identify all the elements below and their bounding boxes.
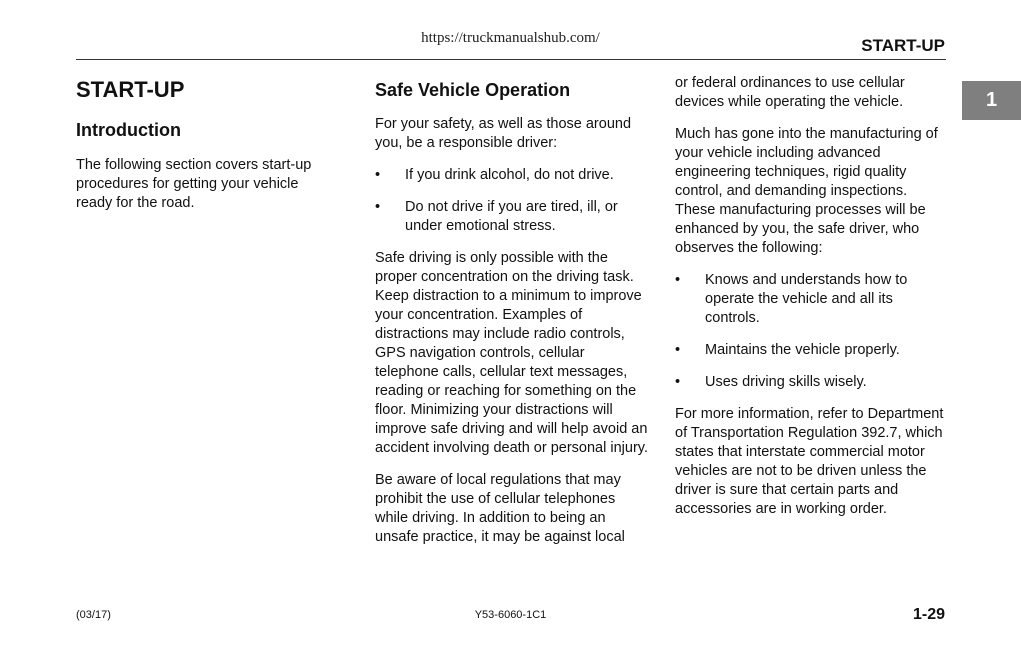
- list-item: [675, 373, 950, 392]
- list-item: [675, 341, 950, 360]
- column-1: [76, 74, 338, 226]
- paragraph: Safe driving is only possible with the proper concentration on the driving task. Keep distraction to a minimum to improve your concentration. Examples of distractions may include radio controls, GPS navigation controls, cellular telephone calls, cellular text messages, reading or reaching for something on the floor. Minimizing your distractions will improve safe driving and will help avoid an accident involving death or personal injury.: [375, 250, 648, 456]
- paragraph: Much has gone into the manufacturing of your vehicle including advanced engineering techniques, rigid quality control, and demanding inspections. These manufacturing processes will be enhanced by you, the safe driver, who observes the following:: [675, 126, 938, 256]
- list-item: [375, 198, 650, 236]
- bullet-icon: •: [375, 167, 381, 183]
- section-heading-introduction: Introduction: [76, 120, 181, 140]
- bullet-icon: •: [375, 199, 381, 215]
- header-rule: [76, 59, 946, 60]
- section-heading-safe-vehicle-operation: Safe Vehicle Operation: [375, 80, 571, 100]
- column-3: [675, 74, 950, 532]
- footer-doc-code: Y53-6060-1C1: [474, 609, 547, 621]
- bullet-icon: •: [675, 374, 681, 390]
- source-url[interactable]: https://truckmanualshub.com/: [421, 30, 600, 46]
- paragraph: or federal ordinances to use cellular devices while operating the vehicle.: [675, 75, 905, 110]
- footer-date: (03/17): [76, 609, 111, 621]
- bullet-list: [675, 271, 950, 392]
- list-item: [375, 166, 650, 185]
- paragraph: For more information, refer to Department of Transportation Regulation 392.7, which states that interstate commercial motor vehicles are not to be driven unless the driver is sure that certain parts and accessories are in working order.: [675, 406, 944, 517]
- column-2: [375, 74, 650, 560]
- list-item-text: Uses driving skills wisely.: [705, 374, 867, 390]
- paragraph: For your safety, as well as those around you, be a responsible driver:: [375, 116, 632, 151]
- paragraph: Be aware of local regulations that may prohibit the use of cellular telephones while driving. In addition to being an unsafe practice, it may be against local: [375, 472, 625, 545]
- list-item-text: Maintains the vehicle properly.: [705, 342, 900, 358]
- list-item-text: Do not drive if you are tired, ill, or under emotional stress.: [405, 199, 618, 234]
- bullet-list: [375, 166, 650, 236]
- page-title: START-UP: [76, 77, 185, 102]
- page-number: 1-29: [912, 606, 945, 623]
- list-item: [675, 271, 950, 328]
- chapter-tab: 1: [962, 81, 1021, 120]
- list-item-text: If you drink alcohol, do not drive.: [405, 167, 614, 183]
- running-title: START-UP: [861, 36, 945, 55]
- bullet-icon: •: [675, 342, 681, 358]
- intro-paragraph: The following section covers start-up procedures for getting your vehicle ready for the road.: [76, 157, 312, 211]
- list-item-text: Knows and understands how to operate the vehicle and all its controls.: [705, 272, 908, 326]
- bullet-icon: •: [675, 272, 681, 288]
